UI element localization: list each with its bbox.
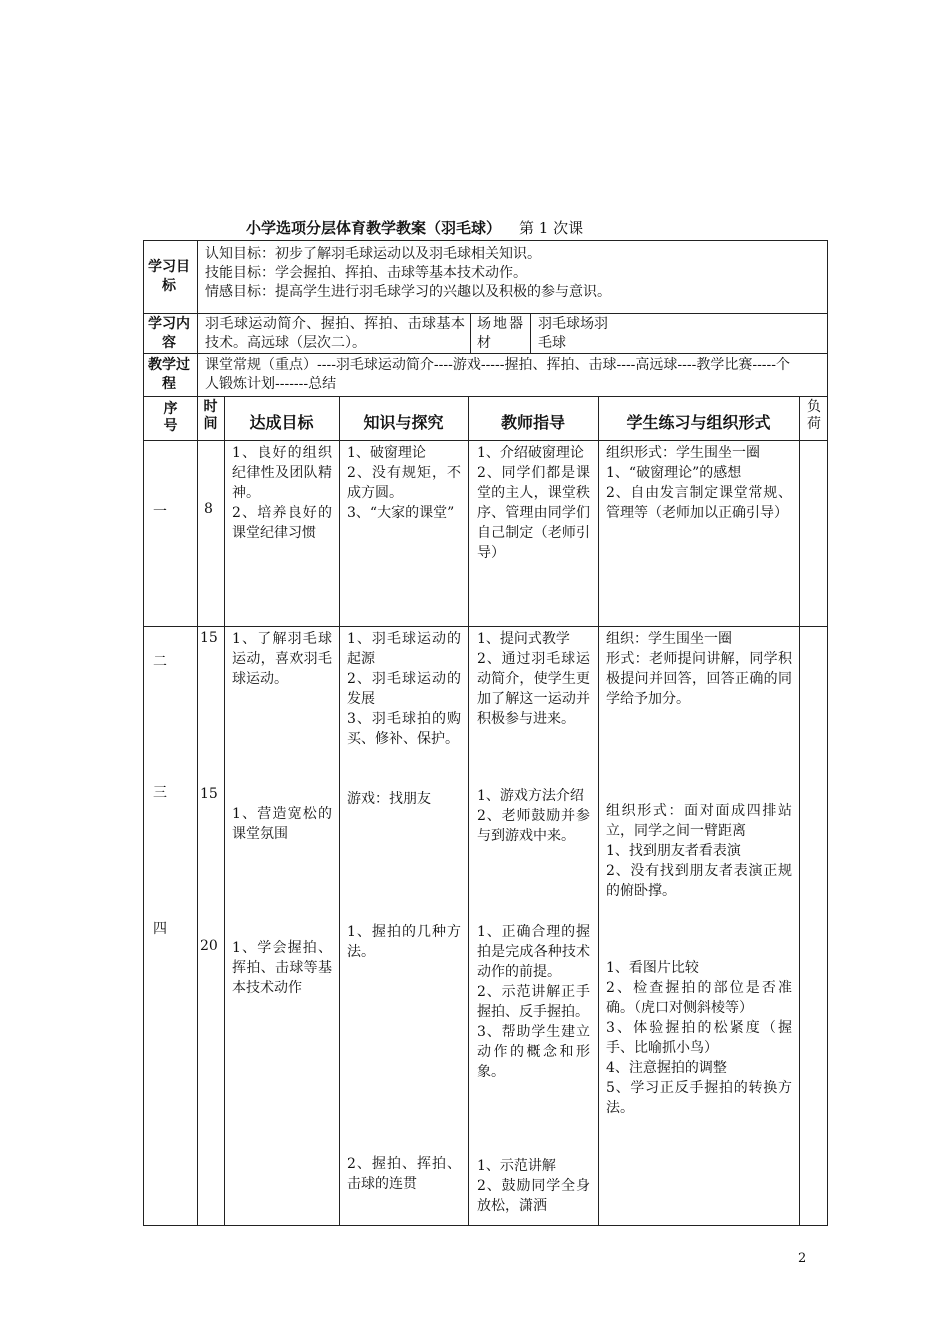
content-text: 羽毛球运动简介、握拍、挥拍、击球基本技术。高远球（层次二）。 bbox=[205, 316, 465, 351]
process-text: 课堂常规（重点）----羽毛球运动简介----游戏-----握拍、挥拍、击球----高远球----教学比赛-----个人锻炼计划-------总结 bbox=[205, 357, 790, 392]
rule-col-load bbox=[799, 396, 800, 1226]
title-main: 小学选项分层体育教学教案（羽毛球） bbox=[246, 219, 502, 237]
page-number: 2 bbox=[798, 1251, 807, 1266]
row1-knowledge: 1、破窗理论 2、没有规矩，不成方圆。 3、“大家的课堂” bbox=[347, 445, 461, 521]
row4-teacher: 1、正确合理的握拍是完成各种技术动作的前提。 2、示范讲解正手握拍、反手握拍。 3、帮助学生建立动作的概念和形象。 bbox=[477, 924, 590, 1080]
goal-emotion: 情感目标：提高学生进行羽毛球学习的兴趣以及积极的参与意识。 bbox=[205, 284, 611, 300]
goal-skill: 技能目标：学会握拍、挥拍、击球等基本技术动作。 bbox=[205, 265, 527, 281]
row2-goal: 1、了解羽毛球运动，喜欢羽毛球运动。 bbox=[232, 631, 332, 687]
row3-teacher: 1、游戏方法介绍 2、老师鼓励并参与到游戏中来。 bbox=[477, 788, 590, 844]
rule-col-time bbox=[197, 396, 198, 1226]
rule-content-bottom bbox=[143, 353, 828, 354]
content-label: 学习内容 bbox=[148, 316, 190, 351]
row2-student: 组织：学生围坐一圈 形式：老师提问讲解，同学积极提问并回答，回答正确的同学给予加分。 bbox=[606, 631, 792, 707]
row4-teacher-2: 1、示范讲解 2、鼓励同学全身放松，潇洒 bbox=[477, 1158, 590, 1214]
row4-seq: 四 bbox=[153, 921, 167, 937]
title-lesson: 第 1 次课 bbox=[519, 219, 584, 237]
row3-time: 15 bbox=[200, 786, 218, 802]
row3-seq: 三 bbox=[153, 785, 167, 801]
row3-knowledge: 游戏：找朋友 bbox=[347, 791, 431, 807]
rule-process-bottom bbox=[143, 396, 828, 397]
rule-venue-right bbox=[530, 313, 531, 353]
row2-teacher: 1、提问式教学 2、通过羽毛球运动简介，使学生更加了解这一运动并积极参与进来。 bbox=[477, 631, 590, 727]
document-title bbox=[246, 217, 583, 238]
row3-student: 组织形式：面对面成四排站立，同学之间一臂距离 1、找到朋友者看表演 2、没有找到朋友者表演正规的俯卧撑。 bbox=[606, 803, 792, 899]
row1-teacher: 1、介绍破窗理论 2、同学们都是课堂的主人，课堂秩序、管理由同学们自己制定（老师引导） bbox=[477, 445, 590, 561]
goals-label: 学习目标 bbox=[148, 259, 190, 294]
header-student: 学生练习与组织形式 bbox=[626, 413, 771, 432]
row1-time: 8 bbox=[204, 501, 213, 517]
row4-time: 20 bbox=[200, 938, 218, 954]
row1-seq: 一 bbox=[153, 504, 167, 520]
header-load: 负荷 bbox=[807, 399, 821, 432]
process-label: 教学过程 bbox=[148, 357, 190, 392]
rule-row1-bottom bbox=[143, 626, 828, 627]
rule-col-goal bbox=[224, 396, 225, 1226]
header-time: 时间 bbox=[203, 399, 218, 432]
rule-col-knowledge bbox=[339, 396, 340, 1226]
header-teacher: 教师指导 bbox=[500, 413, 565, 432]
rule-col-student bbox=[598, 396, 599, 1226]
rule-header-bottom bbox=[143, 440, 828, 441]
row4-knowledge-2: 2、握拍、挥拍、击球的连贯 bbox=[347, 1156, 461, 1192]
header-seq: 序号 bbox=[163, 401, 178, 434]
row2-knowledge: 1、羽毛球运动的起源 2、羽毛球运动的发展 3、羽毛球拍的购买、修补、保护。 bbox=[347, 631, 461, 747]
header-goal: 达成目标 bbox=[249, 413, 314, 432]
row3-goal: 1、营造宽松的课堂氛围 bbox=[232, 806, 332, 842]
row2-time: 15 bbox=[200, 630, 218, 646]
rule-venue-left bbox=[470, 313, 471, 353]
venue-text: 羽毛球场羽毛球 bbox=[538, 316, 608, 351]
venue-label: 场地器材 bbox=[477, 316, 523, 351]
row1-goal: 1、良好的组织纪律性及团队精神。 2、培养良好的课堂纪律习惯 bbox=[232, 445, 332, 541]
header-knowledge: 知识与探究 bbox=[363, 413, 444, 432]
goal-cognitive: 认知目标：初步了解羽毛球运动以及羽毛球相关知识。 bbox=[205, 246, 541, 262]
rule-goals-bottom bbox=[143, 313, 828, 314]
row4-goal: 1、学会握拍、挥拍、击球等基本技术动作 bbox=[232, 940, 332, 996]
row4-student: 1、看图片比较 2、检查握拍的部位是否准确。（虎口对侧斜棱等） 3、体验握拍的松紧度（握手、比喻抓小鸟） 4、注意握拍的调整 5、学习正反手握拍的转换方法。 bbox=[606, 960, 792, 1116]
rule-col-teacher bbox=[468, 396, 469, 1226]
row1-student: 组织形式：学生围坐一圈 1、“破窗理论”的感想 2、自由发言制定课堂常规、管理等（老师加以正确引导） bbox=[606, 445, 792, 521]
row4-knowledge: 1、握拍的几种方法。 bbox=[347, 924, 461, 960]
row2-seq: 二 bbox=[153, 654, 167, 670]
